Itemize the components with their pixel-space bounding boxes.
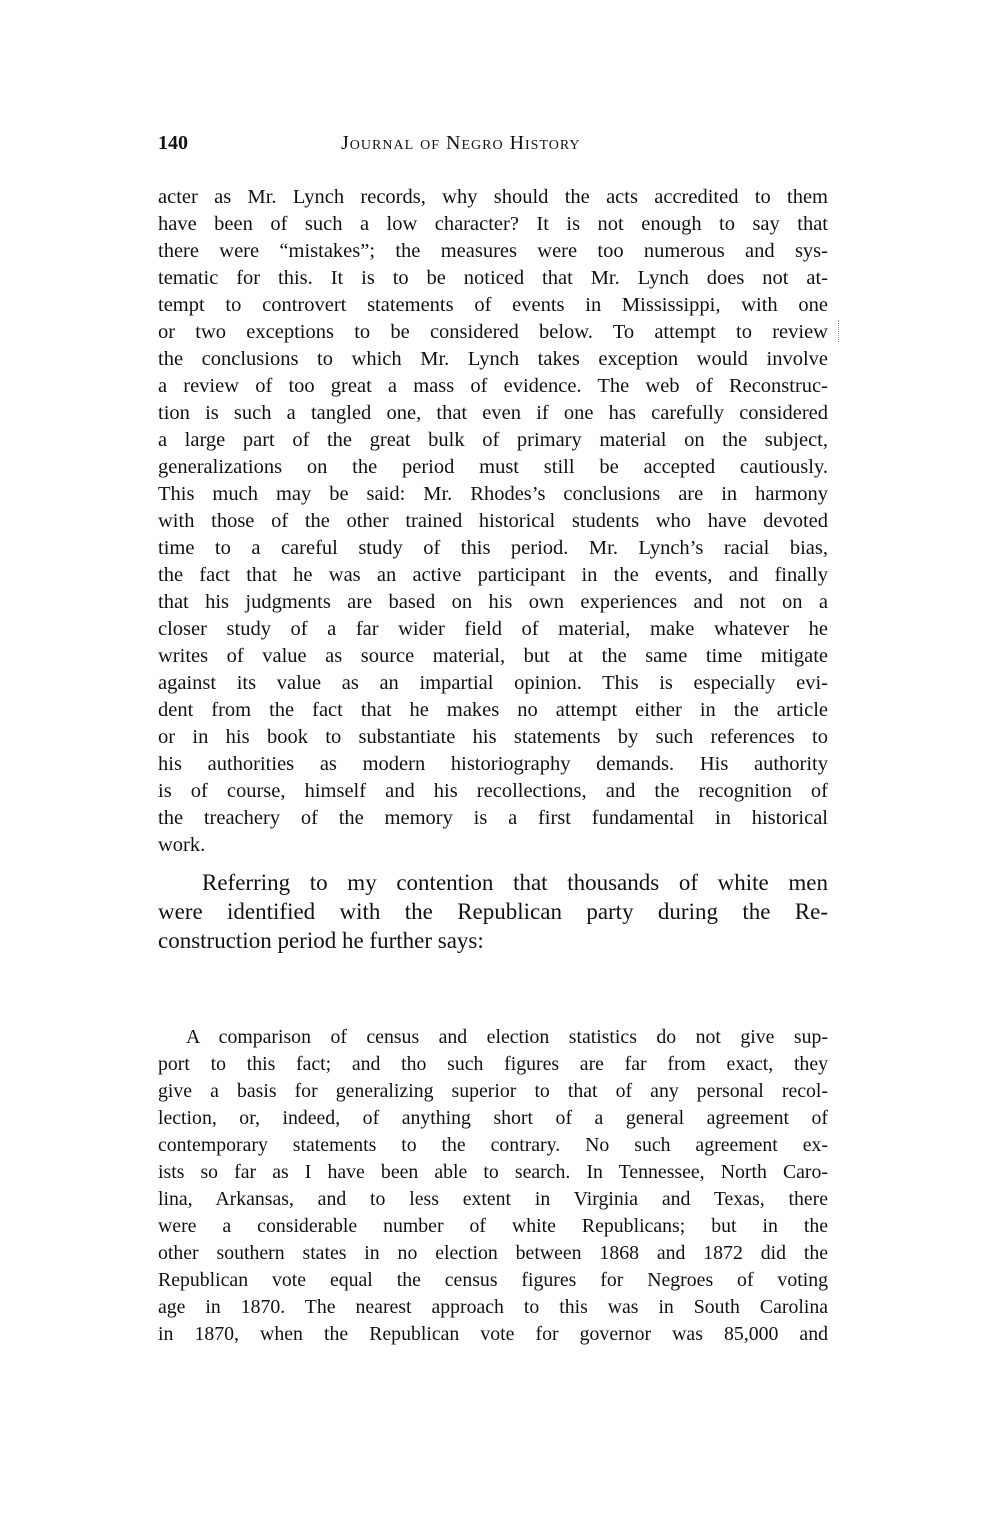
text-line: in 1870, when the Republican vote for governor was 85,000 and — [158, 1323, 828, 1345]
text-line: dent from the fact that he makes no attempt either in the article — [158, 699, 828, 721]
text-line: Referring to my contention that thousands of white men — [202, 870, 828, 895]
journal-title: Journal of Negro History — [341, 132, 581, 154]
text-line: that his judgments are based on his own experiences and not on a — [158, 591, 828, 613]
text-line: port to this fact; and tho such figures are far from exact, they — [158, 1053, 828, 1075]
page-number: 140 — [158, 132, 188, 154]
text-line: give a basis for generalizing superior to that of any personal recol- — [158, 1080, 828, 1102]
text-line: A comparison of census and election statistics do not give sup- — [186, 1026, 828, 1048]
text-line: work. — [158, 834, 206, 856]
text-line: a large part of the great bulk of primary material on the subject, — [158, 429, 828, 451]
text-line: were identified with the Republican party during the Re- — [158, 899, 828, 924]
text-line: contemporary statements to the contrary. No such agreement ex- — [158, 1134, 828, 1156]
text-line: construction period he further says: — [158, 928, 484, 953]
text-line: tematic for this. It is to be noticed that Mr. Lynch does not at- — [158, 267, 828, 289]
paragraph-body — [158, 184, 828, 859]
text-line: against its value as an impartial opinion. This is especially evi- — [158, 672, 828, 694]
paragraph-intro-quote — [158, 868, 828, 955]
block-quote — [158, 1024, 828, 1348]
text-line: the treachery of the memory is a first fundamental in historical — [158, 807, 828, 829]
text-line: there were “mistakes”; the measures were too numerous and sys- — [158, 240, 828, 262]
text-line: were a considerable number of white Republicans; but in the — [158, 1215, 828, 1237]
text-line: have been of such a low character? It is not enough to say that — [158, 213, 828, 235]
text-line: the fact that he was an active participant in the events, and finally — [158, 564, 828, 586]
text-line: his authorities as modern historiography demands. His authority — [158, 753, 828, 775]
text-line: acter as Mr. Lynch records, why should the acts accredited to them — [158, 186, 828, 208]
text-line: generalizations on the period must still be accepted cautiously. — [158, 456, 828, 478]
text-line: closer study of a far wider field of material, make whatever he — [158, 618, 828, 640]
text-line: lina, Arkansas, and to less extent in Virginia and Texas, there — [158, 1188, 828, 1210]
margin-mark — [838, 320, 845, 342]
text-line: with those of the other trained historical students who have devoted — [158, 510, 828, 532]
text-line: is of course, himself and his recollections, and the recognition of — [158, 780, 828, 802]
text-line: lection, or, indeed, of anything short of a general agreement of — [158, 1107, 828, 1129]
text-line: writes of value as source material, but at the same time mitigate — [158, 645, 828, 667]
text-line: or in his book to substantiate his statements by such references to — [158, 726, 828, 748]
text-line: the conclusions to which Mr. Lynch takes exception would involve — [158, 348, 828, 370]
text-line: other southern states in no election between 1868 and 1872 did the — [158, 1242, 828, 1264]
text-line: or two exceptions to be considered below. To attempt to review — [158, 321, 828, 343]
text-line: time to a careful study of this period. Mr. Lynch’s racial bias, — [158, 537, 828, 559]
text-line: a review of too great a mass of evidence. The web of Reconstruc- — [158, 375, 828, 397]
text-line: tempt to controvert statements of events in Mississippi, with one — [158, 294, 828, 316]
text-line: tion is such a tangled one, that even if one has carefully considered — [158, 402, 828, 424]
text-line: ists so far as I have been able to search. In Tennessee, North Caro- — [158, 1161, 828, 1183]
text-line: Republican vote equal the census figures for Negroes of voting — [158, 1269, 828, 1291]
text-line: This much may be said: Mr. Rhodes’s conclusions are in harmony — [158, 483, 828, 505]
running-head — [158, 132, 828, 162]
text-line: age in 1870. The nearest approach to this was in South Carolina — [158, 1296, 828, 1318]
